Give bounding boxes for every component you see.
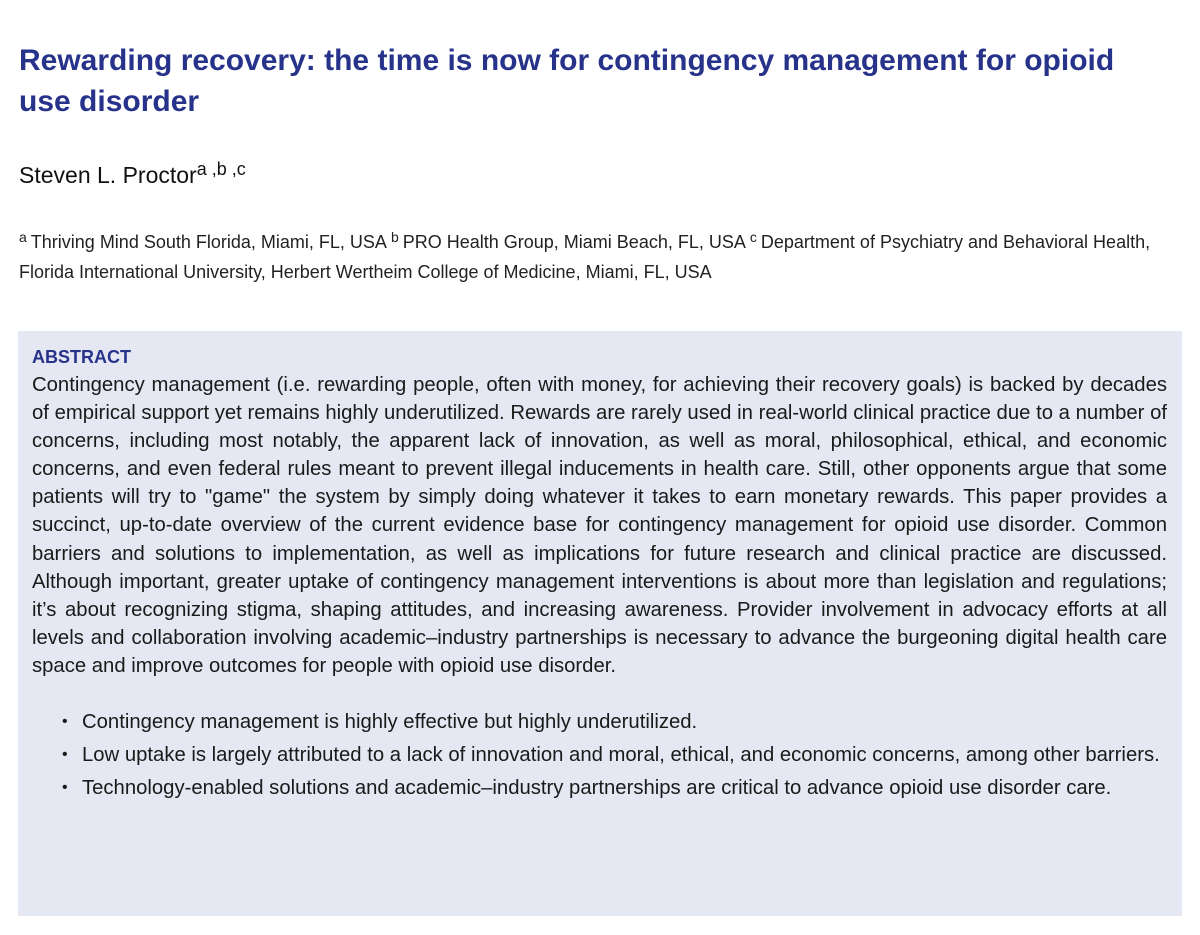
highlight-text: Contingency management is highly effective but highly underutilized.	[82, 711, 698, 734]
highlight-text: Technology-enabled solutions and academic–industry partnerships are critical to advance opioid use disorder care.	[82, 777, 1112, 800]
affiliation-mark-a: a	[19, 229, 27, 245]
affiliation-mark-c: c	[749, 229, 757, 245]
highlight-item	[62, 774, 1167, 802]
abstract-box	[18, 331, 1182, 916]
highlight-item	[62, 741, 1167, 769]
bullet-icon: •	[62, 713, 68, 731]
affiliation-text-c: Department of Psychiatry and Behavioral Health, Florida International University, Herbert Wertheim College of Medicine, Miami, FL, USA	[19, 232, 1151, 282]
abstract-text: Contingency management (i.e. rewarding people, often with money, for achieving their recovery goals) is backed by decades of empirical support yet remains highly underutilized. Rewards are rarely used in real-world clinical practice due to a number of concerns, including most notably, the apparent lack of innovation, as well as moral, philosophical, ethical, and economic concerns, and even federal rules meant to prevent illegal inducements in health care. Still, other opponents argue that some patients will try to "game" the system by simply doing whatever it takes to earn monetary rewards. This paper provides a succinct, up-to-date overview of the current evidence base for contingency management for opioid use disorder. Common barriers and solutions to implementation, as well as implications for future research and clinical practice are discussed. Although important, greater uptake of contingency management interventions is about more than legislation and regulations; it’s about recognizing stigma, shaping attitudes, and increasing awareness. Provider involvement in advocacy efforts at all levels and collaboration involving academic–industry partnerships is necessary to advance the burgeoning digital health care space and improve outcomes for people with opioid use disorder.	[32, 374, 1167, 677]
highlights-list	[32, 708, 1167, 802]
affiliations	[19, 227, 1179, 287]
affiliation-text-b: PRO Health Group, Miami Beach, FL, USA	[402, 232, 745, 252]
highlight-item	[62, 708, 1167, 736]
author-affiliation-marks[interactable]: a ,b ,c	[196, 159, 246, 179]
article-title: Rewarding recovery: the time is now for contingency management for opioid use disorder	[19, 44, 1115, 118]
author-line	[19, 160, 246, 190]
bullet-icon: •	[62, 779, 68, 797]
affiliation-text-a: Thriving Mind South Florida, Miami, FL, USA	[30, 232, 386, 252]
abstract-heading: ABSTRACT	[32, 347, 131, 367]
affiliation-mark-b: b	[390, 229, 399, 245]
highlight-text: Low uptake is largely attributed to a lack of innovation and moral, ethical, and economic concerns, among other barriers.	[82, 744, 1160, 767]
bullet-icon: •	[62, 746, 68, 764]
author-name[interactable]: Steven L. Proctor	[19, 162, 197, 188]
